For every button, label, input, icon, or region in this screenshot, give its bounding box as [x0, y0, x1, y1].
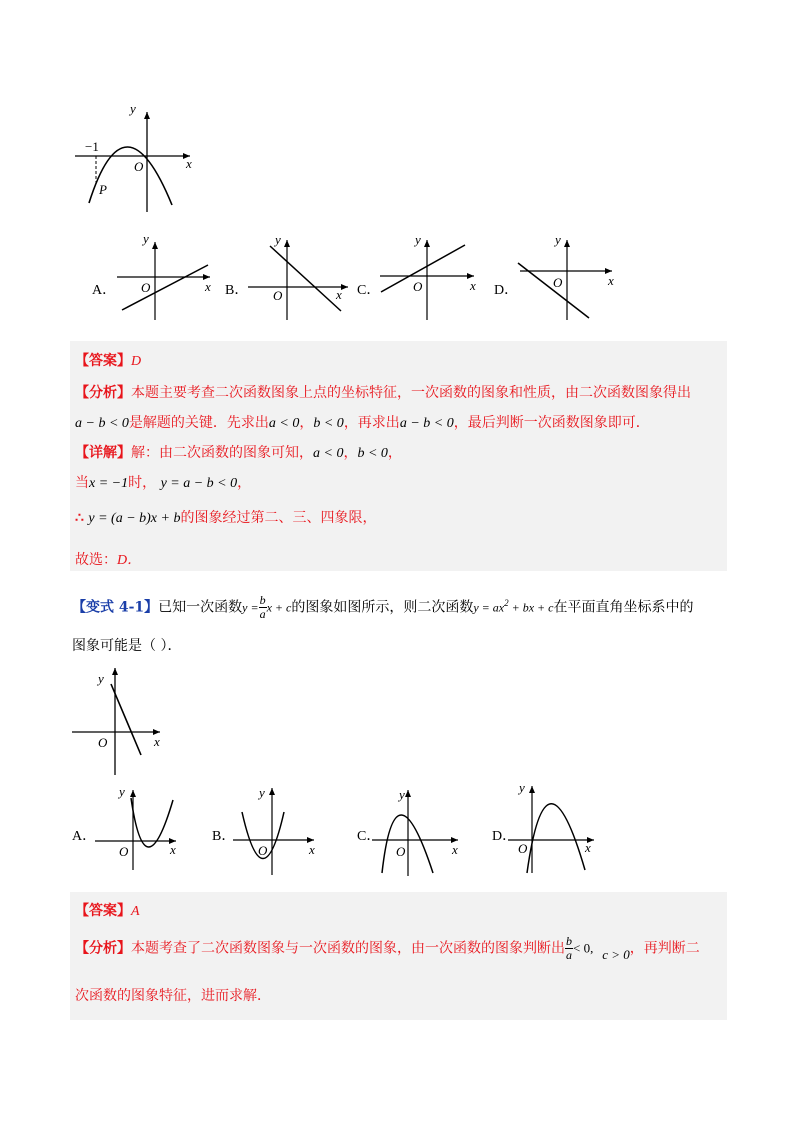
math-quadratic-rest: + bx + c	[508, 600, 554, 615]
analysis-line-1	[75, 382, 691, 402]
fig1-p-label: P	[99, 182, 107, 197]
fraction-numerator: b	[566, 934, 572, 948]
option2-c-graph[interactable]	[372, 790, 458, 876]
opt2-b-y: y	[259, 785, 265, 800]
fig1-x-label: x	[186, 156, 192, 171]
opt1-b-y: y	[275, 232, 281, 247]
analysis-text: 本题考查了二次函数图象与一次函数的图象，由一次函数的图象判断出	[131, 940, 565, 957]
opt2-b-x: x	[309, 842, 315, 857]
analysis-sep: ，	[299, 415, 314, 431]
analysis-text: 是解题的关键．先求出	[128, 415, 269, 431]
fraction-denominator: a	[259, 607, 266, 621]
opt1-b-o: O	[273, 288, 283, 303]
opt2-a-y: y	[119, 784, 125, 799]
opt2-a-x: x	[170, 842, 176, 857]
math-quadratic: y = ax	[473, 600, 505, 615]
math-b-lt-0: b < 0	[313, 416, 344, 431]
math-x-eq-neg1: x = −1	[89, 476, 129, 491]
opt1-d-x: x	[608, 273, 614, 288]
fraction-b-over-a	[259, 594, 267, 621]
analysis-tag: 【分析】	[75, 385, 131, 401]
opt1-c-x: x	[470, 278, 476, 293]
answer-tag: 【答案】	[75, 353, 131, 369]
analysis-text: ，最后判断一次函数图象即可．	[453, 415, 650, 431]
answer-value: D	[131, 354, 142, 369]
math-a-minus-b: a − b < 0	[75, 416, 129, 431]
analysis-text: ，再判断二	[629, 940, 700, 957]
option-d-letter[interactable]: D．	[494, 283, 519, 298]
analysis-text: ，再求出	[343, 415, 400, 431]
choose-value: D．	[117, 553, 142, 568]
option-b-letter[interactable]: B．	[225, 283, 249, 298]
fig2-x-label: x	[154, 734, 160, 749]
math-lt-0: < 0,	[573, 940, 594, 956]
analysis2-line-1	[75, 935, 700, 962]
opt1-b-x: x	[336, 287, 342, 302]
choose-text: 故选：	[75, 552, 117, 568]
fig2-origin-label: O	[98, 735, 108, 750]
option-a-graph[interactable]	[117, 242, 210, 320]
opt1-d-y: y	[555, 232, 561, 247]
opt2-a-o: O	[119, 844, 129, 859]
fraction-denominator: a	[566, 948, 572, 962]
question-text: 的图象如图所示，则二次函数	[291, 599, 474, 616]
detail-text: 时，	[128, 475, 157, 491]
detail-line-2	[75, 472, 251, 492]
answer-tag: 【答案】	[75, 903, 131, 919]
detail-text: 解：由二次函数的图象可知，	[131, 445, 313, 461]
variant-tag: 【变式 4-1】	[72, 599, 159, 616]
figure-line-decreasing	[72, 668, 160, 775]
opt1-a-o: O	[141, 280, 151, 295]
detail-text: 的图象经过第二、三、四象限，	[180, 510, 377, 526]
detail-sep: ，	[387, 445, 402, 461]
figure-parabola-p	[75, 112, 190, 212]
option2-b-graph[interactable]	[233, 788, 314, 875]
detail-sep: ，	[343, 445, 358, 461]
question-text: 在平面直角坐标系中的	[553, 599, 694, 616]
option2-d-graph[interactable]	[508, 786, 594, 873]
option-a-letter[interactable]: A．	[92, 283, 117, 298]
option2-a-letter[interactable]: A．	[72, 829, 97, 844]
fig1-y-label: y	[130, 101, 136, 116]
answer-line-2	[75, 900, 140, 920]
detail-line-1	[75, 442, 402, 462]
option-b-graph[interactable]	[248, 240, 348, 320]
opt2-c-y: y	[399, 787, 405, 802]
math-y-eq: y = a − b < 0	[160, 476, 238, 491]
opt2-d-o: O	[518, 841, 528, 856]
detail-sep: ，	[237, 475, 252, 491]
opt2-b-o: O	[258, 843, 268, 858]
analysis-text: 本题主要考查二次函数图象上点的坐标特征，一次函数的图象和性质，由二次函数图象得出	[131, 385, 691, 401]
option2-c-letter[interactable]: C．	[357, 829, 381, 844]
fig2-y-label: y	[98, 671, 104, 686]
math-a-lt-0: a < 0	[313, 446, 344, 461]
detail-tag: 【详解】	[75, 445, 131, 461]
math-c-gt-0: c > 0	[602, 946, 630, 962]
option2-b-letter[interactable]: B．	[212, 829, 236, 844]
analysis-line-2	[75, 412, 650, 432]
answer-line-1	[75, 350, 141, 370]
fig1-minus-one: −1	[85, 139, 99, 154]
fraction-b-over-a	[565, 935, 573, 962]
math-linear-function: y = (a − b)x + b	[88, 511, 181, 526]
question2-line-2: 图象可能是（ ）．	[72, 638, 182, 654]
math-exponent: 2	[504, 597, 509, 608]
opt1-c-y: y	[415, 232, 421, 247]
fig1-origin-label: O	[134, 159, 144, 174]
math-y-eq: y =	[242, 600, 259, 615]
math-a-lt-0: a < 0	[268, 416, 300, 431]
analysis-tag: 【分析】	[75, 940, 131, 957]
therefore-symbol: ∴	[75, 510, 84, 526]
question2-line-1	[72, 594, 693, 621]
option2-d-letter[interactable]: D．	[492, 829, 517, 844]
math-x-plus-c: x + c	[266, 600, 292, 615]
option-d-graph[interactable]	[518, 240, 612, 320]
opt2-c-o: O	[396, 844, 406, 859]
fraction-numerator: b	[259, 593, 266, 607]
option-c-graph[interactable]	[380, 240, 474, 320]
option-c-letter[interactable]: C．	[357, 283, 381, 298]
question-text: 已知一次函数	[158, 599, 243, 616]
opt2-d-x: x	[585, 840, 591, 855]
opt2-c-x: x	[452, 842, 458, 857]
detail-text: 当	[75, 475, 89, 491]
math-a-minus-b: a − b < 0	[399, 416, 454, 431]
opt1-c-o: O	[413, 279, 423, 294]
opt1-d-o: O	[553, 275, 563, 290]
opt1-a-y: y	[143, 231, 149, 246]
detail-line-3	[75, 507, 376, 527]
option2-a-graph[interactable]	[95, 790, 176, 870]
opt1-a-x: x	[205, 279, 211, 294]
analysis-text: 次函数的图象特征，进而求解．	[75, 988, 271, 1004]
analysis2-line-2	[75, 985, 271, 1005]
opt2-d-y: y	[519, 780, 525, 795]
choose-line-1	[75, 549, 141, 569]
answer-value: A	[131, 904, 140, 919]
math-b-lt-0: b < 0	[357, 446, 388, 461]
